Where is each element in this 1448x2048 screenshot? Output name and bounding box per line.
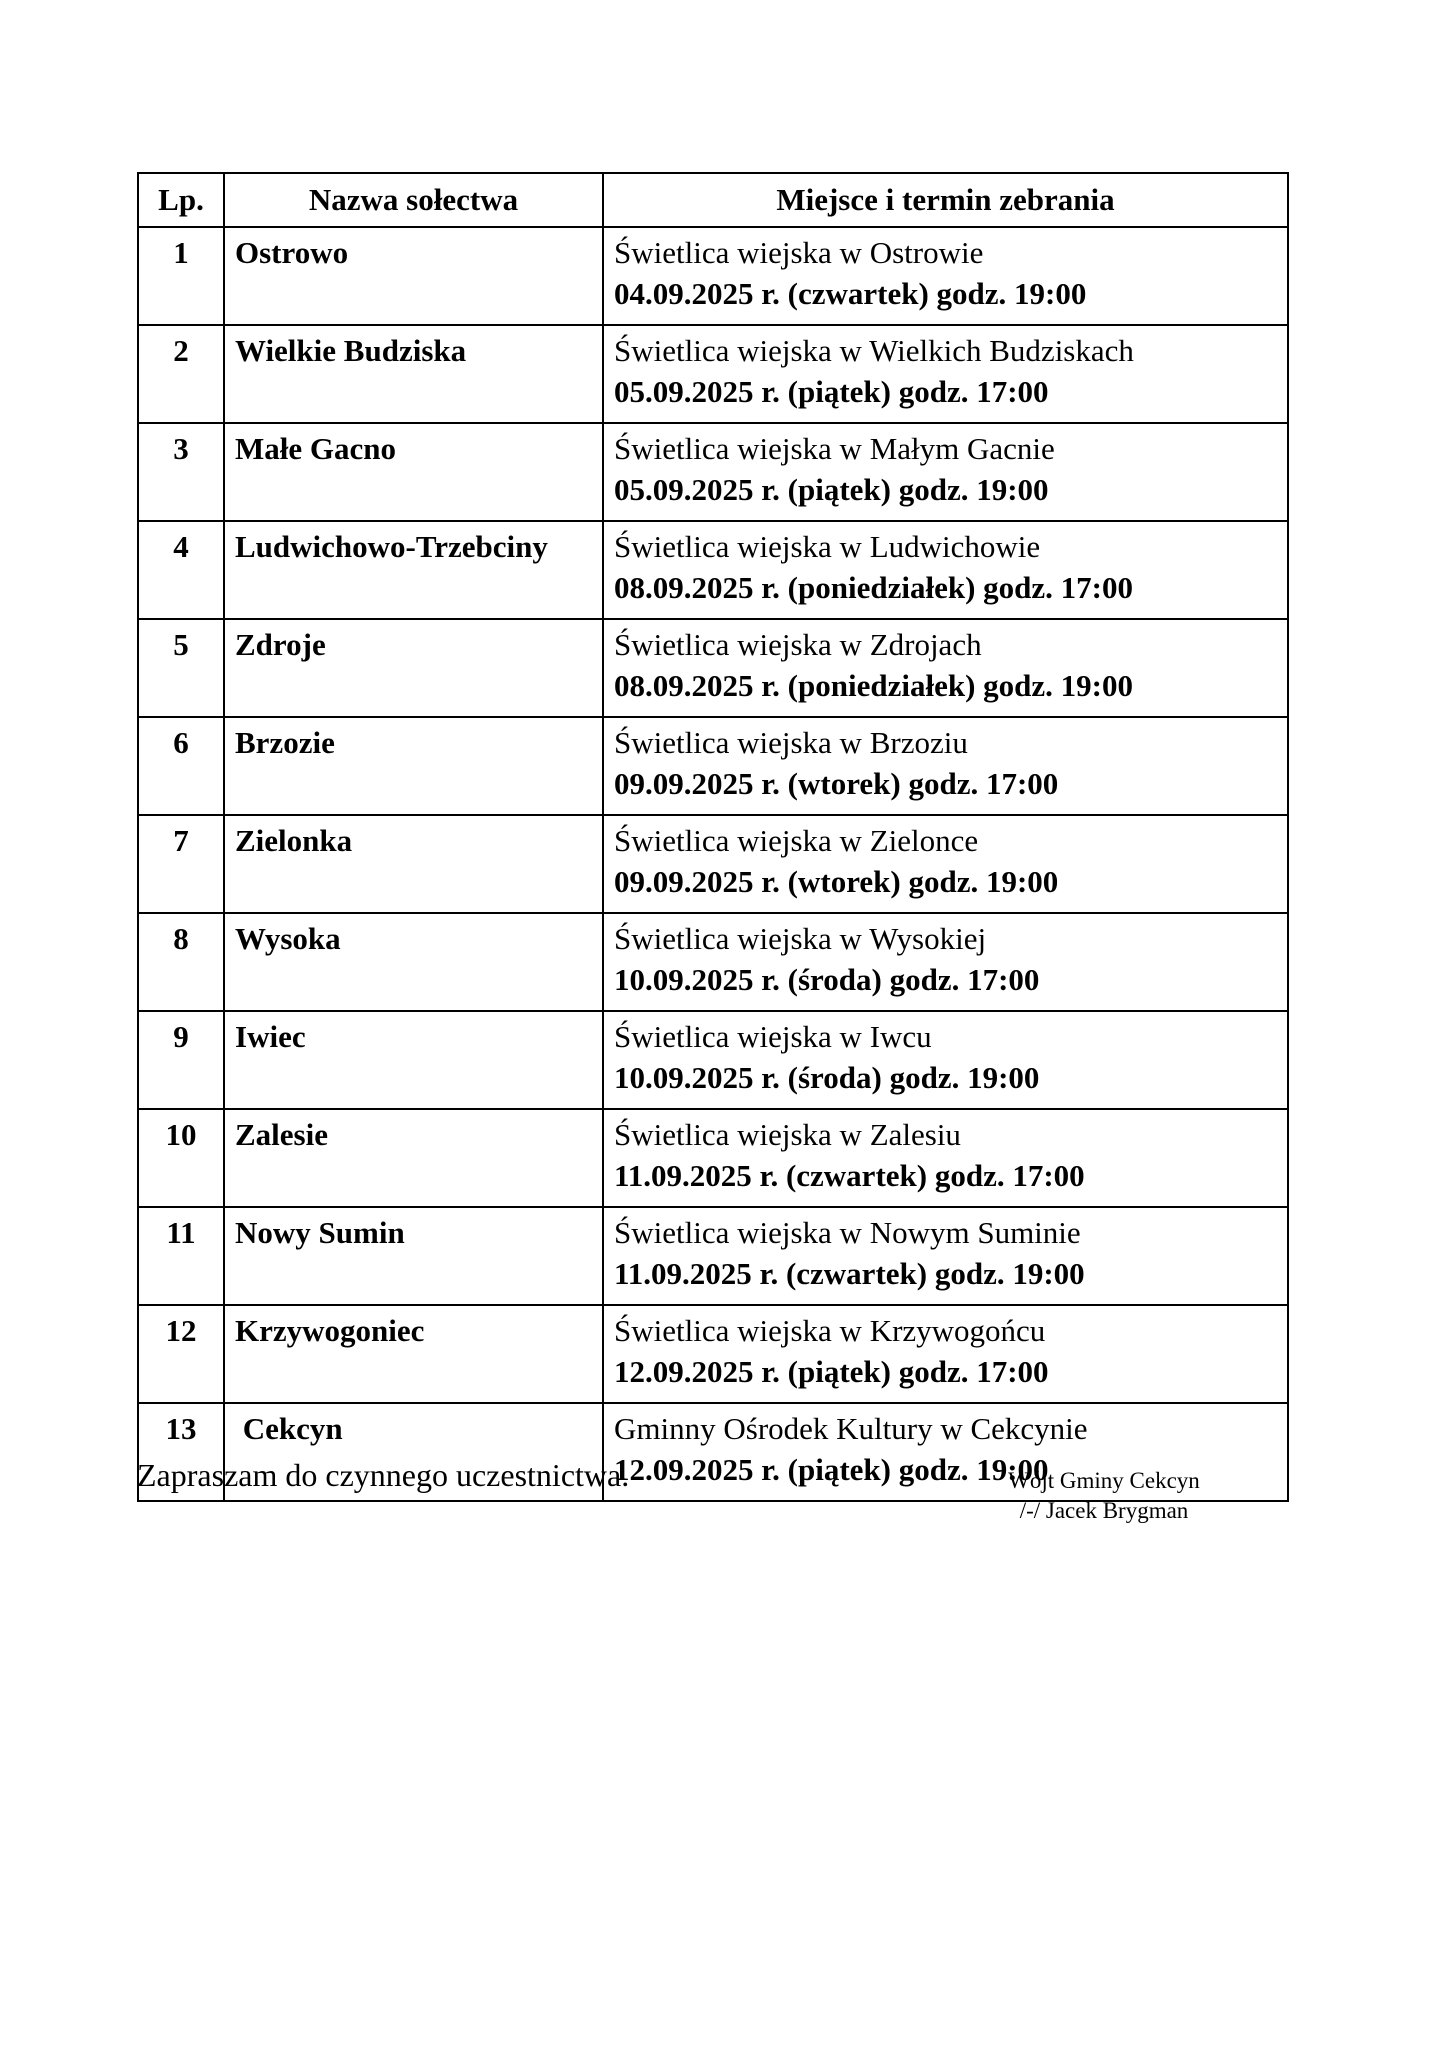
village-name: Wysoka [224,913,603,1011]
village-name: Małe Gacno [224,423,603,521]
village-name: Ostrowo [224,227,603,325]
meeting-place: Świetlica wiejska w Ludwichowie [614,529,1041,564]
meeting-term: 05.09.2025 r. (piątek) godz. 19:00 [614,472,1049,507]
meeting-cell [603,1109,1288,1207]
meeting-cell [603,815,1288,913]
village-name: Wielkie Budziska [224,325,603,423]
row-number: 9 [138,1011,224,1109]
row-number: 13 [138,1403,224,1501]
meeting-term: 12.09.2025 r. (piątek) godz. 17:00 [614,1354,1049,1389]
table-row [138,423,1288,521]
meeting-cell [603,913,1288,1011]
table-row [138,1109,1288,1207]
meeting-cell [603,325,1288,423]
table-row [138,619,1288,717]
table-header-row [138,173,1288,227]
meeting-place: Świetlica wiejska w Brzoziu [614,725,968,760]
village-name: Brzozie [224,717,603,815]
meeting-term: 08.09.2025 r. (poniedziałek) godz. 19:00 [614,668,1133,703]
row-number: 1 [138,227,224,325]
village-name: Krzywogoniec [224,1305,603,1403]
meeting-cell [603,1207,1288,1305]
meeting-cell [603,717,1288,815]
meeting-term: 04.09.2025 r. (czwartek) godz. 19:00 [614,276,1087,311]
meeting-term: 12.09.2025 r. (piątek) godz. 19:00 [614,1452,1049,1487]
signature-block [954,1466,1254,1526]
meeting-place: Świetlica wiejska w Wysokiej [614,921,987,956]
row-number: 6 [138,717,224,815]
meeting-term: 09.09.2025 r. (wtorek) godz. 17:00 [614,766,1059,801]
row-number: 5 [138,619,224,717]
village-name: Ludwichowo-Trzebciny [224,521,603,619]
table-row [138,227,1288,325]
signature-title: Wójt Gminy Cekcyn [1008,1468,1200,1493]
table-row [138,521,1288,619]
meeting-place: Gminny Ośrodek Kultury w Cekcynie [614,1411,1088,1446]
meeting-cell [603,521,1288,619]
header-miejsce-termin: Miejsce i termin zebrania [603,173,1288,227]
row-number: 3 [138,423,224,521]
row-number: 7 [138,815,224,913]
meeting-cell [603,619,1288,717]
table-row [138,325,1288,423]
meeting-cell [603,423,1288,521]
meeting-place: Świetlica wiejska w Zielonce [614,823,979,858]
table-row [138,1305,1288,1403]
village-name: Zdroje [224,619,603,717]
meeting-place: Świetlica wiejska w Krzywogońcu [614,1313,1046,1348]
meeting-place: Świetlica wiejska w Iwcu [614,1019,932,1054]
meeting-cell [603,1011,1288,1109]
header-nazwa-solectwa: Nazwa sołectwa [224,173,603,227]
table-row [138,815,1288,913]
row-number: 4 [138,521,224,619]
table-row [138,717,1288,815]
table-row [138,1011,1288,1109]
meeting-place: Świetlica wiejska w Zdrojach [614,627,982,662]
meeting-place: Świetlica wiejska w Nowym Suminie [614,1215,1081,1250]
meeting-term: 10.09.2025 r. (środa) godz. 17:00 [614,962,1040,997]
meeting-place: Świetlica wiejska w Małym Gacnie [614,431,1055,466]
village-name: Zielonka [224,815,603,913]
village-name: Cekcyn [224,1403,603,1501]
signature-name: /-/ Jacek Brygman [1019,1498,1189,1523]
village-name: Iwiec [224,1011,603,1109]
meeting-place: Świetlica wiejska w Zalesiu [614,1117,961,1152]
meeting-term: 09.09.2025 r. (wtorek) godz. 19:00 [614,864,1059,899]
table-row [138,1207,1288,1305]
meeting-term: 08.09.2025 r. (poniedziałek) godz. 17:00 [614,570,1133,605]
meeting-cell [603,227,1288,325]
row-number: 12 [138,1305,224,1403]
row-number: 2 [138,325,224,423]
meeting-cell [603,1305,1288,1403]
meeting-term: 11.09.2025 r. (czwartek) godz. 19:00 [614,1256,1085,1291]
meetings-table-body [138,227,1288,1501]
meeting-term: 05.09.2025 r. (piątek) godz. 17:00 [614,374,1049,409]
meetings-schedule-table [137,172,1289,1502]
row-number: 8 [138,913,224,1011]
village-name: Zalesie [224,1109,603,1207]
meeting-term: 11.09.2025 r. (czwartek) godz. 17:00 [614,1158,1085,1193]
closing-invitation-text: Zapraszam do czynnego uczestnictwa. [137,1457,630,1493]
village-name: Nowy Sumin [224,1207,603,1305]
header-lp: Lp. [138,173,224,227]
table-row [138,913,1288,1011]
row-number: 11 [138,1207,224,1305]
meeting-place: Świetlica wiejska w Wielkich Budziskach [614,333,1134,368]
row-number: 10 [138,1109,224,1207]
meeting-place: Świetlica wiejska w Ostrowie [614,235,984,270]
meeting-term: 10.09.2025 r. (środa) godz. 19:00 [614,1060,1040,1095]
